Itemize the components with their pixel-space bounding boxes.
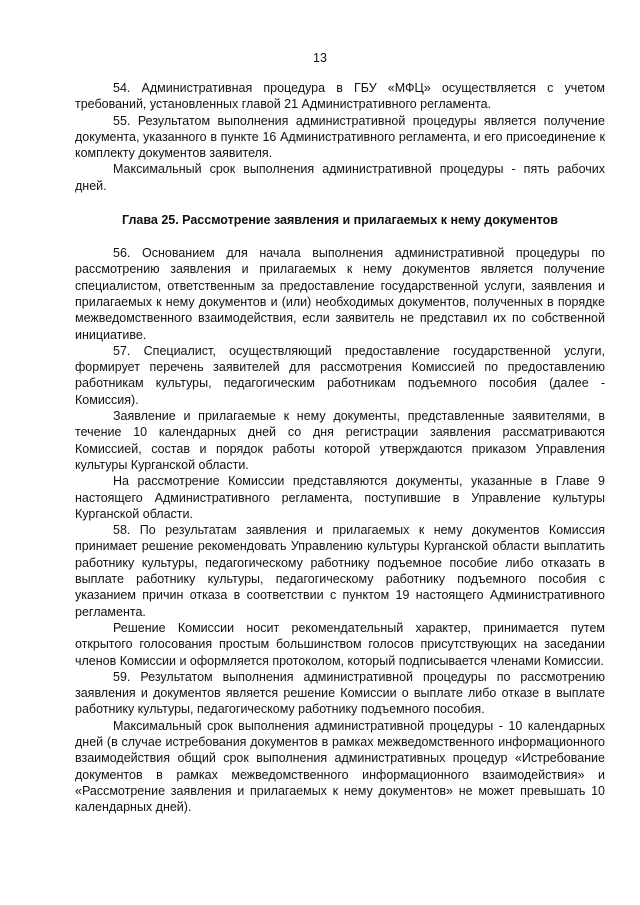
paragraph-54: 54. Административная процедура в ГБУ «МФЦ» осуществляется с учетом требований, установленных главой 21 Административного регламента. [75,81,605,112]
paragraph-57-documents: На рассмотрение Комиссии представляются документы, указанные в Главе 9 настоящего Административного регламента, поступившие в Управление культуры Курганской области. [75,474,605,521]
paragraph-56: 56. Основанием для начала выполнения административной процедуры по рассмотрению заявления и прилагаемых к нему документов является получение специалистом, ответственным за предоставление государственной услуги, заявления и прилагаемых к нему документов и (или) необходимых документов, полученных в порядке межведомственного взаимодействия, если заявитель не представил их по собственной инициативе. [75,246,605,342]
document-body [75,80,605,815]
paragraph-57: 57. Специалист, осуществляющий предоставление государственной услуги, формирует перечень заявителей для рассмотрения Комиссией по предоставлению работникам культуры, педагогическим работникам подъемного пособия (далее - Комиссия). [75,343,605,407]
paragraph-55-deadline: Максимальный срок выполнения административной процедуры - пять рабочих дней. [75,162,605,193]
chapter-25-title: Глава 25. Рассмотрение заявления и прилагаемых к нему документов [122,213,558,228]
paragraph-59: 59. Результатом выполнения административной процедуры по рассмотрению заявления и документов является решение Комиссии о выплате либо отказе в выплате работнику культуры, педагогическому работнику подъемного пособия. [75,669,605,717]
paragraph-55: 55. Результатом выполнения административной процедуры является получение документа, указанного в пункте 16 Административного регламента, и его присоединение к комплекту документов заявителя. [75,113,605,161]
paragraph-58-decision: Решение Комиссии носит рекомендательный характер, принимается путем открытого голосования простым большинством голосов присутствующих на заседании членов Комиссии и оформляется протоколом, который подписывается членами Комиссии. [75,620,605,668]
paragraph-57-review: Заявление и прилагаемые к нему документы, представленные заявителями, в течение 10 календарных дней со дня регистрации заявления рассматриваются Комиссией, состав и порядок работы которой утверждаются приказом Управления культуры Курганской области. [75,409,605,472]
page-number: 13 [313,51,327,65]
paragraph-59-deadline: Максимальный срок выполнения административной процедуры - 10 календарных дней (в случае истребования документов в рамках межведомственного информационного взаимодействия общий срок выполнения административных процедур «Истребование документов в рамках межведомственного информационного взаимодействия» и «Рассмотрение заявления и прилагаемых к нему документов» не может превышать 10 календарных дней). [75,718,605,815]
paragraph-58: 58. По результатам заявления и прилагаемых к нему документов Комиссия принимает решение рекомендовать Управлению культуры Курганской области выплатить работнику культуры, педагогическому работнику подъемное пособие либо отказать в выплате работнику культуры, педагогическому работнику подъемного пособия с указанием причин отказа в соответствии с пунктом 19 настоящего Административного регламента. [75,523,605,619]
